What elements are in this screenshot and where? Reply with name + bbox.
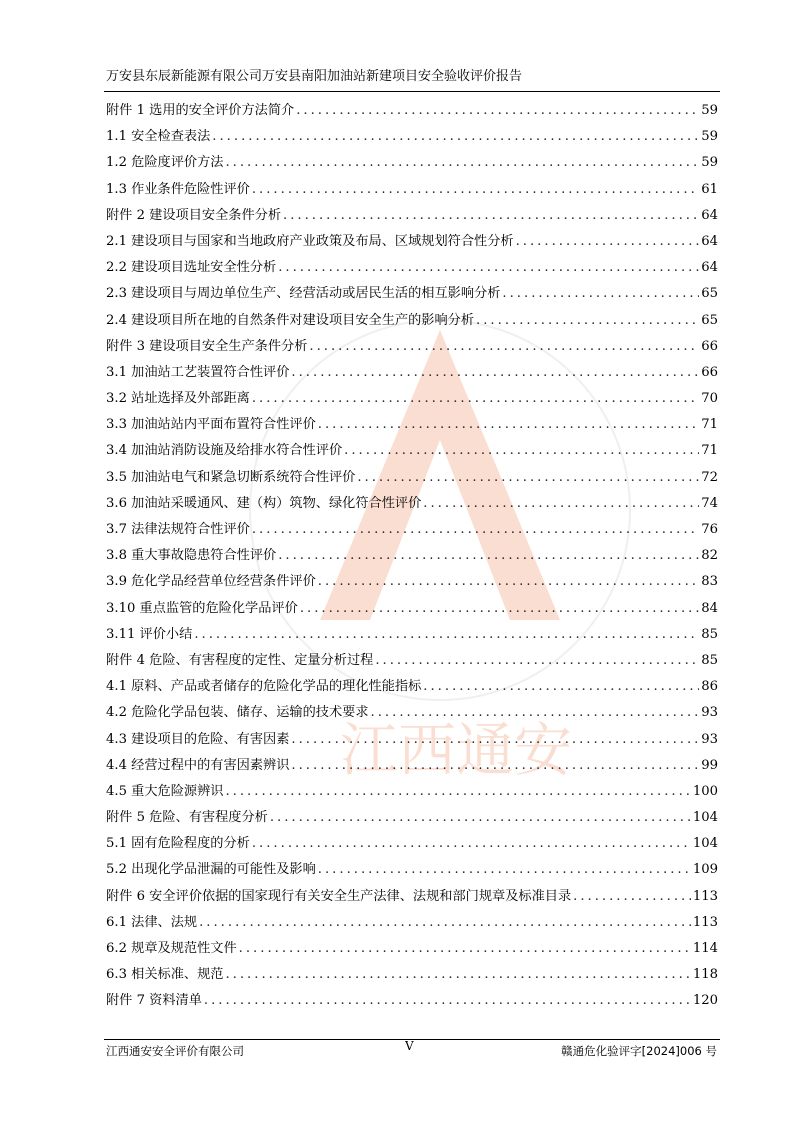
toc-leader-dots <box>252 177 699 203</box>
footer-page-number: V <box>405 1039 414 1053</box>
toc-entry[interactable] <box>106 910 718 936</box>
toc-entry[interactable] <box>106 438 718 464</box>
toc-entry-page: 84 <box>701 600 718 616</box>
toc-entry-page: 74 <box>701 495 718 511</box>
toc-entry-label: 1.3 作业条件危险性评价 <box>106 181 250 197</box>
toc-entry[interactable] <box>106 596 718 622</box>
toc-entry[interactable] <box>106 281 718 307</box>
toc-entry-label: 4.2 危险化学品包装、储存、运输的技术要求 <box>106 705 369 721</box>
toc-leader-dots <box>318 569 699 595</box>
toc-entry-label: 3.1 加油站工艺装置符合性评价 <box>106 364 290 380</box>
toc-entry-page: 93 <box>701 731 718 747</box>
toc-entry-page: 71 <box>701 417 718 433</box>
toc-leader-dots <box>423 674 699 700</box>
watermark-text: 江西通安 <box>340 716 573 784</box>
toc-entry[interactable] <box>106 700 718 726</box>
toc-entry[interactable] <box>106 386 718 412</box>
toc-entry-page: 64 <box>701 260 718 276</box>
toc-leader-dots <box>278 543 699 569</box>
toc-entry-page: 100 <box>692 783 718 799</box>
toc-entry-label: 3.6 加油站采暖通风、建（构）筑物、绿化符合性评价 <box>106 495 422 511</box>
toc-entry-page: 70 <box>701 391 718 407</box>
toc-entry-page: 66 <box>701 364 718 380</box>
toc-entry[interactable] <box>106 491 718 517</box>
toc-entry[interactable] <box>106 857 718 883</box>
toc-entry-label: 3.7 法律法规符合性评价 <box>106 522 250 537</box>
toc-entry-label: 2.4 建设项目所在地的自然条件对建设项目安全生产的影响分析 <box>106 312 475 328</box>
toc-leader-dots <box>573 884 691 910</box>
toc-entry-label: 附件 1 选用的安全评价方法简介 <box>106 103 295 118</box>
toc-leader-dots <box>225 962 690 988</box>
toc-entry-label: 5.2 出现化学品泄漏的可能性及影响 <box>106 862 316 878</box>
toc-entry[interactable] <box>106 727 718 753</box>
toc-entry-page: 71 <box>701 443 718 459</box>
toc-entry[interactable] <box>106 674 718 700</box>
toc-entry-page: 82 <box>701 548 718 564</box>
toc-leader-dots <box>199 910 691 936</box>
toc-entry[interactable] <box>106 412 718 438</box>
toc-entry-label: 3.3 加油站站内平面布置符合性评价 <box>106 417 316 433</box>
toc-entry-label: 3.8 重大事故隐患符合性评价 <box>106 548 277 564</box>
toc-entry-page: 113 <box>692 888 718 904</box>
toc-entry-label: 3.11 评价小结 <box>106 626 193 642</box>
toc-entry[interactable] <box>106 124 718 150</box>
toc-entry-label: 6.2 规章及规范性文件 <box>106 941 237 956</box>
toc-entry[interactable] <box>106 962 718 988</box>
toc-entry-page: 120 <box>692 993 718 1009</box>
toc-leader-dots <box>252 517 699 543</box>
toc-entry-page: 65 <box>701 312 718 328</box>
toc-entry[interactable] <box>106 622 718 648</box>
toc-entry-label: 附件 2 建设项目安全条件分析 <box>106 207 282 223</box>
toc-entry-label: 4.5 重大危险源辨识 <box>106 783 224 799</box>
toc-leader-dots <box>309 334 699 360</box>
toc-entry[interactable] <box>106 884 718 910</box>
toc-leader-dots <box>476 308 699 334</box>
toc-entry-page: 72 <box>701 469 718 485</box>
toc-entry[interactable] <box>106 465 718 491</box>
toc-entry-page: 59 <box>701 103 718 118</box>
toc-entry-page: 109 <box>692 862 718 878</box>
toc-entry-page: 64 <box>701 207 718 223</box>
footer-company: 江西通安安全评价有限公司 <box>106 1044 244 1058</box>
toc-entry-page: 76 <box>701 522 718 537</box>
toc-entry-label: 3.5 加油站电气和紧急切断系统符合性评价 <box>106 469 356 485</box>
toc-entry[interactable] <box>106 203 718 229</box>
toc-leader-dots <box>252 386 699 412</box>
toc-entry-page: 118 <box>692 967 718 983</box>
toc-entry-page: 113 <box>692 914 718 930</box>
toc-entry-label: 6.1 法律、法规 <box>106 914 198 930</box>
toc-leader-dots <box>194 622 699 648</box>
toc-entry[interactable] <box>106 308 718 334</box>
toc-entry-label: 附件 5 危险、有害程度分析 <box>106 810 268 826</box>
toc-leader-dots <box>291 753 699 779</box>
toc-entry-page: 59 <box>701 129 718 145</box>
toc-leader-dots <box>502 281 699 307</box>
toc-entry[interactable] <box>106 543 718 569</box>
toc-entry[interactable] <box>106 98 718 124</box>
toc-entry-page: 114 <box>692 941 718 956</box>
toc-entry-label: 4.3 建设项目的危险、有害因素 <box>106 731 290 747</box>
toc-leader-dots <box>291 360 699 386</box>
toc-entry-label: 2.2 建设项目选址安全性分析 <box>106 260 277 276</box>
toc-entry-label: 6.3 相关标准、规范 <box>106 967 224 983</box>
toc-entry[interactable] <box>106 753 718 779</box>
toc-entry-page: 61 <box>701 181 718 197</box>
toc-leader-dots <box>375 648 699 674</box>
toc-entry[interactable] <box>106 255 718 281</box>
toc-entry-label: 4.1 原料、产品或者储存的危险化学品的理化性能指标 <box>106 679 422 695</box>
toc-leader-dots <box>516 229 700 255</box>
toc-entry[interactable] <box>106 150 718 176</box>
toc-entry[interactable] <box>106 779 718 805</box>
toc-leader-dots <box>318 412 699 438</box>
toc-entry-label: 5.1 固有危险程度的分析 <box>106 836 250 852</box>
toc-entry[interactable] <box>106 831 718 857</box>
toc-entry-page: 59 <box>701 155 718 171</box>
toc-entry[interactable] <box>106 177 718 203</box>
page-header: 万安县东辰新能源有限公司万安县南阳加油站新建项目安全验收评价报告 <box>106 69 523 84</box>
toc-entry-label: 1.1 安全检查表法 <box>106 129 211 145</box>
toc-entry-page: 85 <box>701 626 718 642</box>
toc-leader-dots <box>204 988 691 1014</box>
toc-leader-dots <box>344 438 699 464</box>
toc-entry-page: 66 <box>701 338 718 354</box>
toc-entry[interactable] <box>106 648 718 674</box>
toc-leader-dots <box>225 150 699 176</box>
toc-entry-page: 83 <box>701 574 718 590</box>
toc-entry-page: 104 <box>692 810 718 826</box>
toc-entry-label: 附件 6 安全评价依据的国家现行有关安全生产法律、法规和部门规章及标准目录 <box>106 888 572 904</box>
toc-entry[interactable] <box>106 517 718 543</box>
toc-leader-dots <box>283 203 699 229</box>
toc-leader-dots <box>318 857 691 883</box>
toc-leader-dots <box>371 700 700 726</box>
toc-leader-dots <box>357 465 699 491</box>
toc-entry-label: 3.4 加油站消防设施及给排水符合性评价 <box>106 443 343 459</box>
toc-leader-dots <box>239 936 691 962</box>
toc-entry-label: 4.4 经营过程中的有害因素辨识 <box>106 757 290 773</box>
toc-entry[interactable] <box>106 805 718 831</box>
toc-entry-page: 93 <box>701 705 718 721</box>
toc-entry-page: 99 <box>701 757 718 773</box>
toc-leader-dots <box>252 831 691 857</box>
toc-leader-dots <box>300 596 699 622</box>
toc-entry-page: 86 <box>701 679 718 695</box>
toc-entry-page: 85 <box>701 652 718 668</box>
footer-document-code: 赣通危化验评字[2024]006 号 <box>561 1044 717 1058</box>
toc-entry[interactable] <box>106 360 718 386</box>
toc-entry-label: 3.10 重点监管的危险化学品评价 <box>106 600 298 616</box>
toc-leader-dots <box>270 805 691 831</box>
toc-entry-page: 65 <box>701 286 718 302</box>
toc-entry-label: 附件 4 危险、有害程度的定性、定量分析过程 <box>106 652 374 668</box>
toc-entry[interactable] <box>106 936 718 962</box>
toc-entry[interactable] <box>106 569 718 595</box>
toc-leader-dots <box>296 98 699 124</box>
toc-entry-page: 104 <box>692 836 718 852</box>
toc-entry-label: 2.1 建设项目与国家和当地政府产业政策及布局、区域规划符合性分析 <box>106 233 514 249</box>
toc-entry-label: 附件 3 建设项目安全生产条件分析 <box>106 338 308 354</box>
toc-leader-dots <box>278 255 699 281</box>
toc-entry[interactable] <box>106 988 718 1014</box>
toc-entry-label: 1.2 危险度评价方法 <box>106 155 224 171</box>
toc-leader-dots <box>225 779 690 805</box>
toc-entry-label: 3.2 站址选择及外部距离 <box>106 391 250 407</box>
toc-entry[interactable] <box>106 334 718 360</box>
toc-leader-dots <box>291 727 699 753</box>
toc-entry-label: 附件 7 资料清单 <box>106 993 202 1009</box>
toc-leader-dots <box>212 124 699 150</box>
toc-entry-page: 64 <box>701 233 718 249</box>
toc-entry-label: 3.9 危化学品经营单位经营条件评价 <box>106 574 316 590</box>
toc-entry-label: 2.3 建设项目与周边单位生产、经营活动或居民生活的相互影响分析 <box>106 286 501 302</box>
toc-leader-dots <box>423 491 699 517</box>
toc-entry[interactable] <box>106 229 718 255</box>
table-of-contents <box>106 98 718 1015</box>
header-rule <box>104 91 720 92</box>
